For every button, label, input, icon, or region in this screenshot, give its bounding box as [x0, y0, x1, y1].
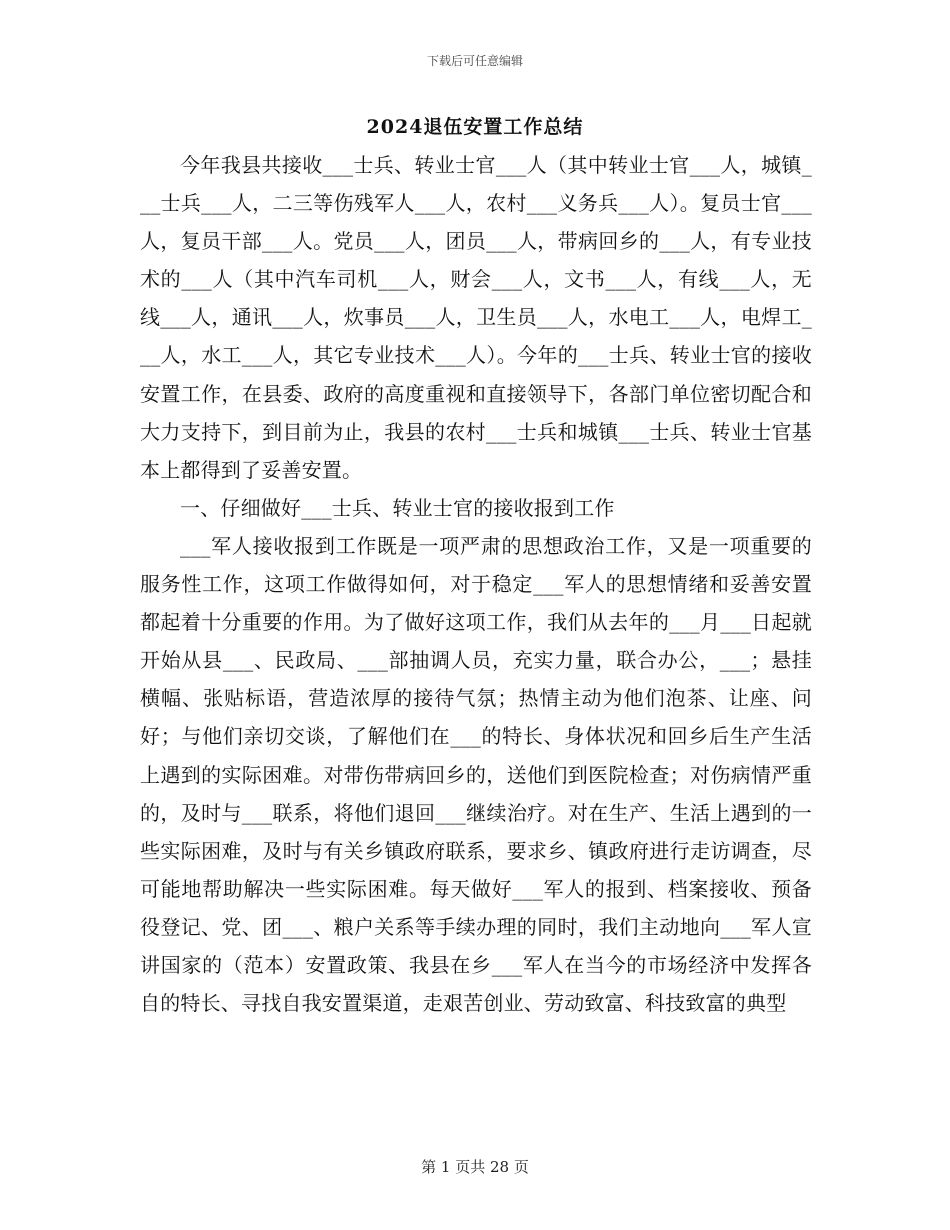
document-body	[140, 146, 812, 1022]
paragraph-intro: 今年我县共接收___士兵、转业士官___人（其中转业士官___人，城镇___士兵___人，二三等伤残军人___人，农村___义务兵___人）。复员士官___人，复员干部___人。党员___人，团员___人，带病回乡的___人，有专业技术的___人（其中汽车司机___人，财会___人，文书___人，有线___人，无线___人，通讯___人，炊事员___人，卫生员___人，水电工___人，电焊工___人，水工___人，其它专业技术___人）。今年的___士兵、转业士官的接收安置工作，在县委、政府的高度重视和直接领导下，各部门单位密切配合和大力支持下，到目前为止，我县的农村___士兵和城镇___士兵、转业士官基本上都得到了妥善安置。	[140, 153, 812, 482]
document-title: 2024退伍安置工作总结	[366, 116, 584, 138]
page-number: 第 1 页共 28 页	[421, 1158, 529, 1176]
page-header-note: 下载后可任意编辑	[426, 54, 523, 68]
section-heading-1: 一、仔细做好___士兵、转业士官的接收报到工作	[180, 495, 615, 520]
paragraph-section-1: ___军人接收报到工作既是一项严肃的思想政治工作，又是一项重要的服务性工作，这项工作做得如何，对于稳定___军人的思想情绪和妥善安置都起着十分重要的作用。为了做好这项工作，我们从去年的___月___日起就开始从县___、民政局、___部抽调人员，充实力量，联合办公，___；悬挂横幅、张贴标语，营造浓厚的接待气氛；热情主动为他们泡茶、让座、问好；与他们亲切交谈，了解他们在___的特长、身体状况和回乡后生产生活上遇到的实际困难。对带伤带病回乡的，送他们到医院检查；对伤病情严重的，及时与___联系，将他们退回___继续治疗。对在生产、生活上遇到的一些实际困难，及时与有关乡镇政府联系，要求乡、镇政府进行走访调查，尽可能地帮助解决一些实际困难。每天做好___军人的报到、档案接收、预备役登记、党、团___、粮户关系等手续办理的同时，我们主动地向___军人宣讲国家的（范本）安置政策、我县在乡___军人在当今的市场经济中发挥各自的特长、寻找自我安置渠道，走艰苦创业、劳动致富、科技致富的典型	[140, 533, 812, 1016]
